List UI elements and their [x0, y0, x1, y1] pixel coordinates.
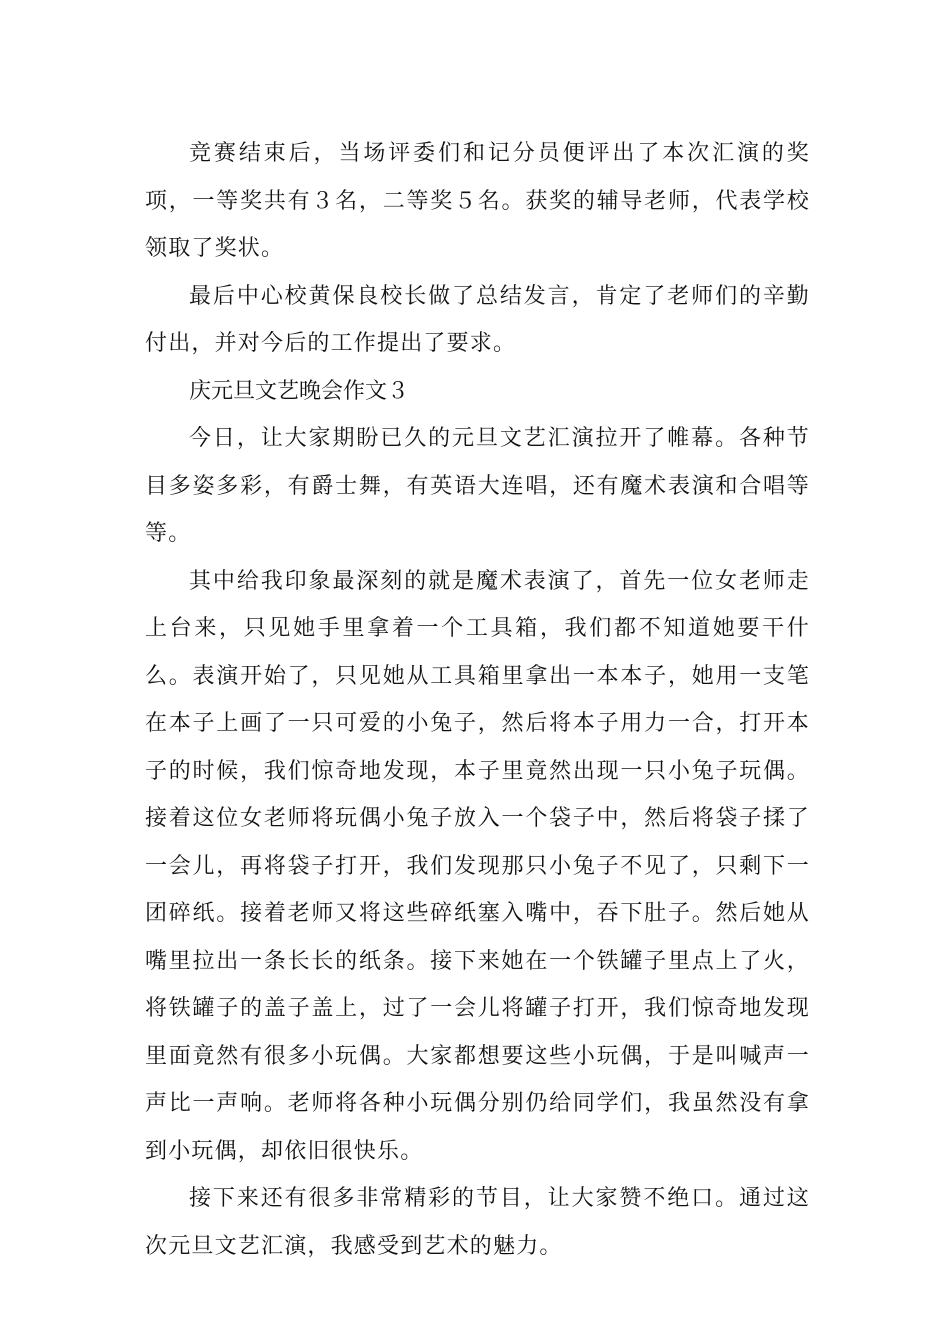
paragraph-magic-show: 其中给我印象最深刻的就是魔术表演了，首先一位女老师走上台来，只见她手里拿着一个工具箱，我们都不知道她要干什么。表演开始了，只见她从工具箱里拿出一本本子，她用一支笔在本子上画了一只可爱的小兔子，然后将本子用力一合，打开本子的时候，我们惊奇地发现，本子里竟然出现一只小兔子玩偶。接着这位女老师将玩偶小兔子放入一个袋子中，然后将袋子揉了一会儿，再将袋子打开，我们发现那只小兔子不见了，只剩下一团碎纸。接着老师又将这些碎纸塞入嘴中，吞下肚子。然后她从嘴里拉出一条长长的纸条。接下来她在一个铁罐子里点上了火，将铁罐子的盖子盖上，过了一会儿将罐子打开，我们惊奇地发现里面竟然有很多小玩偶。大家都想要这些小玩偶，于是叫喊声一声比一声响。老师将各种小玩偶分别仍给同学们，我虽然没有拿到小玩偶，却依旧很快乐。 [145, 568, 810, 1164]
paragraph-opening: 今日，让大家期盼已久的元旦文艺汇演拉开了帷幕。各种节目多姿多彩，有爵士舞，有英语大连唱，还有魔术表演和合唱等等。 [145, 426, 810, 546]
essay-title: 庆元旦文艺晚会作文３ [189, 378, 410, 404]
document-body [145, 130, 810, 1270]
paragraph-principal-speech: 最后中心校黄保良校长做了总结发言，肯定了老师们的辛勤付出，并对今后的工作提出了要求。 [145, 283, 810, 356]
paragraph-award-results: 竞赛结束后，当场评委们和记分员便评出了本次汇演的奖项，一等奖共有３名，二等奖５名。获奖的辅导老师，代表学校领取了奖状。 [145, 141, 810, 261]
paragraph-conclusion: 接下来还有很多非常精彩的节目，让大家赞不绝口。通过这次元旦文艺汇演，我感受到艺术的魅力。 [145, 1186, 810, 1259]
